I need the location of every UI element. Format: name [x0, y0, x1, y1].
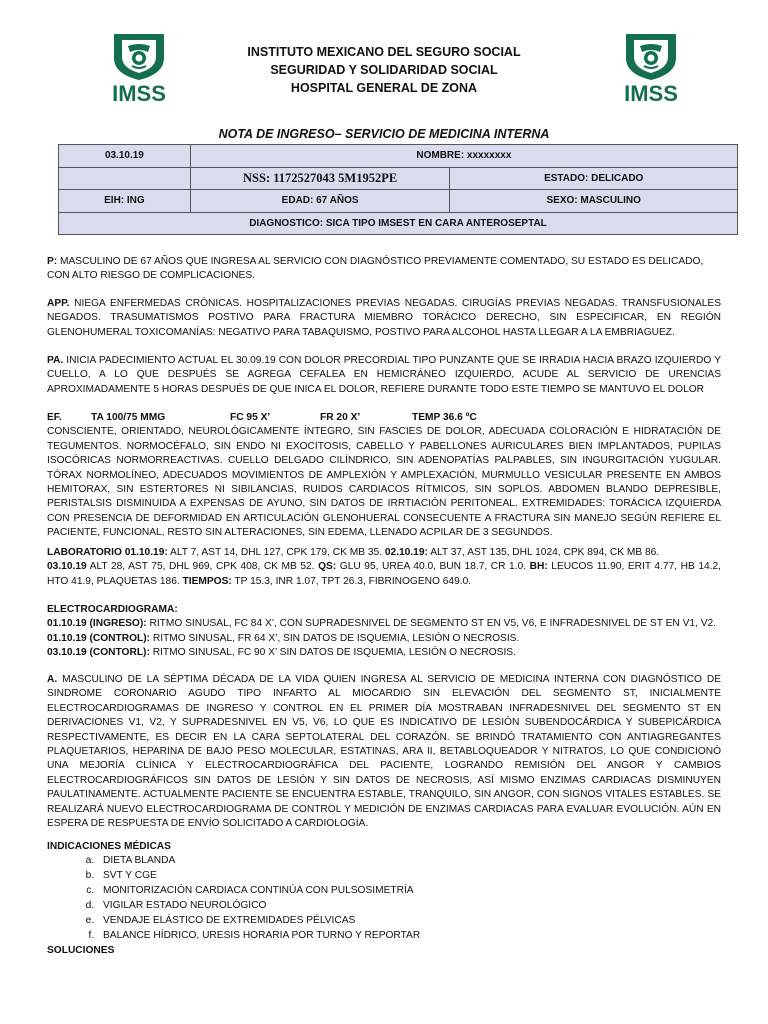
ekg-row-3-text: RITMO SINUSAL, FC 90 X’ SIN DATOS DE ISQUEMIA, LESIÓN O NECROSIS.	[149, 647, 516, 659]
analysis-label: A.	[47, 674, 58, 685]
ekg-row-3	[47, 646, 721, 660]
ta-value: TA 100/75 MMG	[91, 412, 166, 423]
section-app	[47, 297, 721, 340]
table-row	[59, 212, 738, 235]
patient-info-table	[58, 144, 738, 235]
name-cell: NOMBRE: xxxxxxxx	[190, 145, 737, 168]
lab-text-2: ALT 37, AST 135, DHL 1024, CPK 894, CK MB 86.	[427, 547, 660, 558]
ekg-row-2-text: RITMO SINUSAL, FR 64 X’, SIN DATOS DE ISQUEMIA, LESIÓN O NECROSIS.	[150, 632, 520, 644]
lab-text-tiempos: TP 15.3, INR 1.07, TPT 26.3, FIBRINOGENO 649.0.	[231, 575, 472, 587]
fr-value: FR 20 X’	[320, 412, 361, 423]
section-analysis	[47, 673, 721, 831]
date-cell: 03.10.19	[59, 145, 191, 168]
diagnostico-cell: DIAGNOSTICO: SICA TIPO IMSEST EN CARA ANTEROSEPTAL	[59, 212, 738, 235]
lab-text-qs: GLU 95, UREA 40.0, BUN 18.7, CR 1.0.	[336, 561, 530, 573]
section-indicaciones	[47, 840, 721, 959]
lab-text-3: ALT 28, AST 75, DHL 969, CPK 408, CK MB 52.	[86, 561, 319, 573]
sexo-cell: SEXO: MASCULINO	[450, 190, 738, 213]
ekg-row-1-text: RITMO SINUSAL, FC 84 X’, CON SUPRADESNIVEL DE SEGMENTO ST EN V5, V6, E INFRADESNIVEL DE ST EN V1, V2.	[146, 618, 716, 630]
analysis-text: MASCULINO DE LA SÉPTIMA DÉCADA DE LA VIDA QUIEN INGRESA AL SERVICIO DE MEDICINA INTERNA CON DIAGNÓSTICO DE SINDROME CORONARIO AGUDO TIPO INFARTO AL MIOCARDIO SIN ELEVACIÓN DEL SEGMENTO ST, INICIALMENTE ELECTROCARDIOGRAMAS DE INGRESO Y CONTROL EN EL PRIMER DÍA MOSTRABAN INFRADESNIVEL DEL SEGMENTO ST EN DERIVACIONES V1, V2, Y SUPRADESNIVEL EN V5, V6, LO QUE ES INDICATIVO DE LESIÓN SUBENDOCÁRDICA Y SUBEPICÁRDICA RESPECTIVAMENTE, ES DECIR EN LA CARA SEPTOLATERAL DEL CORAZÓN. SE BRINDÓ TRATAMIENTO CON ANTIAGREGANTES PLAQUETARIOS, HEPARINA DE BAJO PESO MOLECULAR, ESTATINAS, ARA II, BETABLOQUEADOR Y NITRATOS, LO QUE CONDICIONÓ UNA MEJORÍA CLÍNICA Y ELECTROCARDIOGRÁFICA DEL PACIENTE, LOGRANDO REMISIÓN DEL ANGOR Y CAMBIOS ELECTROCARDIOGRÁFICOS SIN DATOS DE LESIÓN Y SIN DATOS DE NECROSIS, ASÍ MISMO ENZIMAS CARDIACAS DISMINUYEN PAULATINAMENTE. ACTUALMENTE PACIENTE SE ENCUENTRA ESTABLE, TRANQUILO, SIN ANGOR, CON SIGNOS VITALES ESTABLES. SE REALIZARÁ NUEVO ELECTROCARDIOGRAMA DE CONTROL Y MEDICIÓN DE ENZIMAS CARDIACAS PARA EVALUAR EVOLUCIÓN. AÚN EN ESPERA DE RESPUESTA DE ENVÍO SOLICITADO A CARDIOLOGÍA.	[47, 674, 721, 830]
list-item: e. VENDAJE ELÁSTICO DE EXTREMIDADES PÉLVICAS	[97, 914, 721, 929]
estado-cell: ESTADO: DELICADO	[450, 167, 738, 190]
list-item: f. BALANCE HÍDRICO, URESIS HORARIA POR TURNO Y REPORTAR	[97, 929, 721, 944]
p-text: MASCULINO DE 67 AÑOS QUE INGRESA AL SERVICIO CON DIAGNÓSTICO PREVIAMENTE COMENTADO, SU ESTADO ES DELICADO, CON ALTO RIESGO DE COMPLICACIONES.	[47, 256, 704, 282]
lab-label-1: LABORATORIO 01.10.19:	[47, 547, 168, 558]
ekg-title: ELECTROCARDIOGRAMA:	[47, 604, 178, 615]
header-line-2: SEGURIDAD Y SOLIDARIDAD SOCIAL	[270, 63, 498, 77]
institution-header	[0, 43, 768, 97]
lab-label-qs: QS:	[318, 561, 337, 573]
section-ef	[47, 411, 721, 541]
indicaciones-list	[47, 854, 721, 944]
lab-text-1: ALT 7, AST 14, DHL 127, CPK 179, CK MB 35.	[167, 547, 385, 558]
vital-signs-line	[47, 411, 721, 425]
lab-label-2: 02.10.19:	[384, 547, 428, 558]
table-row	[59, 145, 738, 168]
ekg-row-1-label: 01.10.19 (INGRESO):	[47, 618, 147, 630]
imss-logo-text: IMSS	[112, 81, 166, 106]
list-item: d. VIGILAR ESTADO NEUROLÓGICO	[97, 899, 721, 914]
section-p	[47, 255, 721, 284]
lab-text-bh: LEUCOS 11.90, ERIT 4.77, HB 14.2, HTO 41.9, PLAQUETAS 186.	[47, 561, 722, 587]
nss-cell: NSS: 1172527043 5M1952PE	[190, 167, 450, 190]
imss-logo-text: IMSS	[624, 81, 678, 106]
temp-value: TEMP 36.6 ºC	[412, 412, 477, 423]
header-line-1: INSTITUTO MEXICANO DEL SEGURO SOCIAL	[247, 45, 521, 59]
ekg-row-3-label: 03.10.19 (CONTORL):	[47, 647, 150, 659]
empty-cell	[59, 167, 191, 190]
list-item: a. DIETA BLANDA	[97, 854, 721, 869]
ekg-row-2	[47, 632, 721, 646]
list-item: b. SVT Y CGE	[97, 869, 721, 884]
edad-cell: EDAD: 67 AÑOS	[190, 190, 450, 213]
note-title: NOTA DE INGRESO– SERVICIO DE MEDICINA INTERNA	[218, 127, 550, 141]
ef-label: EF.	[47, 412, 62, 423]
ekg-row-1	[47, 617, 721, 631]
pa-text: INICIA PADECIMIENTO ACTUAL EL 30.09.19 CON DOLOR PRECORDIAL TIPO PUNZANTE QUE SE IRRADIA HACIA BRAZO IZQUIERDO Y CUELLO, A LO QUE DESPUÉS SE AGREGA CEFALEA EN HEMICRÁNEO IZQUIERDO, ACUDE AL SERVICIO DE URENCIAS APROXIMADAMENTE 5 HORAS DESPUÉS DE QUE INICA EL DOLOR, REFIERE DURANTE TODO ESTE TIEMPO SE MANTUVO EL DOLOR	[47, 355, 721, 395]
pa-label: PA.	[47, 355, 64, 366]
table-row	[59, 167, 738, 190]
eih-cell: EIH: ING	[59, 190, 191, 213]
section-pa	[47, 354, 721, 397]
section-lab	[47, 546, 721, 589]
p-label: P:	[47, 256, 58, 267]
lab-label-tiempos: TIEMPOS:	[182, 575, 232, 587]
header-line-3: HOSPITAL GENERAL DE ZONA	[290, 81, 478, 95]
soluciones-title: SOLUCIONES	[47, 945, 115, 957]
ekg-row-2-label: 01.10.19 (CONTROL):	[47, 632, 151, 644]
ef-text: CONSCIENTE, ORIENTADO, NEUROLÓGICAMENTE ÍNTEGRO, SIN FASCIES DE DOLOR, ADECUADA COLORACIÓN E HIDRATACIÓN DE TEGUMENTOS. NORMOCÉFALO, SIN ENDO NI EXOCITOSIS, CABELLO Y PABELLONES AURICULARES BIEN IMPLANTADOS, PUPILAS ISOCÓRICAS NORMORREACTIVAS. CUELLO DELGADO CILÍNDRICO, SIN ADENOPATÍAS PALPABLES, SIN INGURGITACIÓN YUGULAR. TÓRAX NORMOLÍNEO, ADECUADOS MOVIMIENTOS DE AMPLEXIÓN Y AMPLEXACIÓN, MURMULLO VESICULAR PRESENTE EN AMBOS HEMITORAX, SIN ESTERTORES NI SIBILANCIAS, RUIDOS CARDIACOS RÍTMICOS, SIN SOPLOS. ABDOMEN BLANDO DEPRESIBLE, PERISTALSIS DISMINUIDA A EXPENSAS DE AYUNO, SIN DATOS DE IRRTIACIÓN PERITONEAL. EXTREMIDADES: TORÁCICA IZQUIERDA CON PRESENCIA DE DEFORMIDAD EN ARTICULACIÓN GLENOHUERAL CONSECUENTE A FRACTURA SIN MANEJO SEGÚN REFIERE EL PACIENTE, FUNCIONAL, RESTO SIN ALTERACIONES, SIN EDEMA, LLENADO ACPILAR DE 3 SEGUNDOS.	[47, 426, 721, 539]
section-ekg	[47, 603, 721, 661]
app-label: APP.	[47, 298, 70, 309]
lab-label-bh: BH:	[529, 561, 548, 573]
indicaciones-title: INDICACIONES MÉDICAS	[47, 841, 171, 852]
fc-value: FC 95 X’	[230, 412, 271, 423]
app-text: NIEGA ENFERMEDAS CRÓNICAS. HOSPITALIZACIONES PREVIAS NEGADAS. CIRUGÍAS PREVIAS NEGADAS. TRANSFUSIONALES NEGADOS. TRASUMATISMOS POSTIVO PARA FRACTURA MIEMBRO TORÁCICO DERECHO, SIN ESPECIFICAR, EN REGIÓN GLENOHUMERAL TOXICOMANÍAS: NEGATIVO PARA TABAQUISMO, POSTIVO PARA ALCOHOL HASTA LLEGAR A LA EMBRIAGUEZ.	[47, 298, 721, 338]
lab-label-3: 03.10.19	[47, 561, 87, 573]
table-row	[59, 190, 738, 213]
list-item: c. MONITORIZACIÓN CARDIACA CONTINÚA CON PULSOSIMETRÍA	[97, 884, 721, 899]
